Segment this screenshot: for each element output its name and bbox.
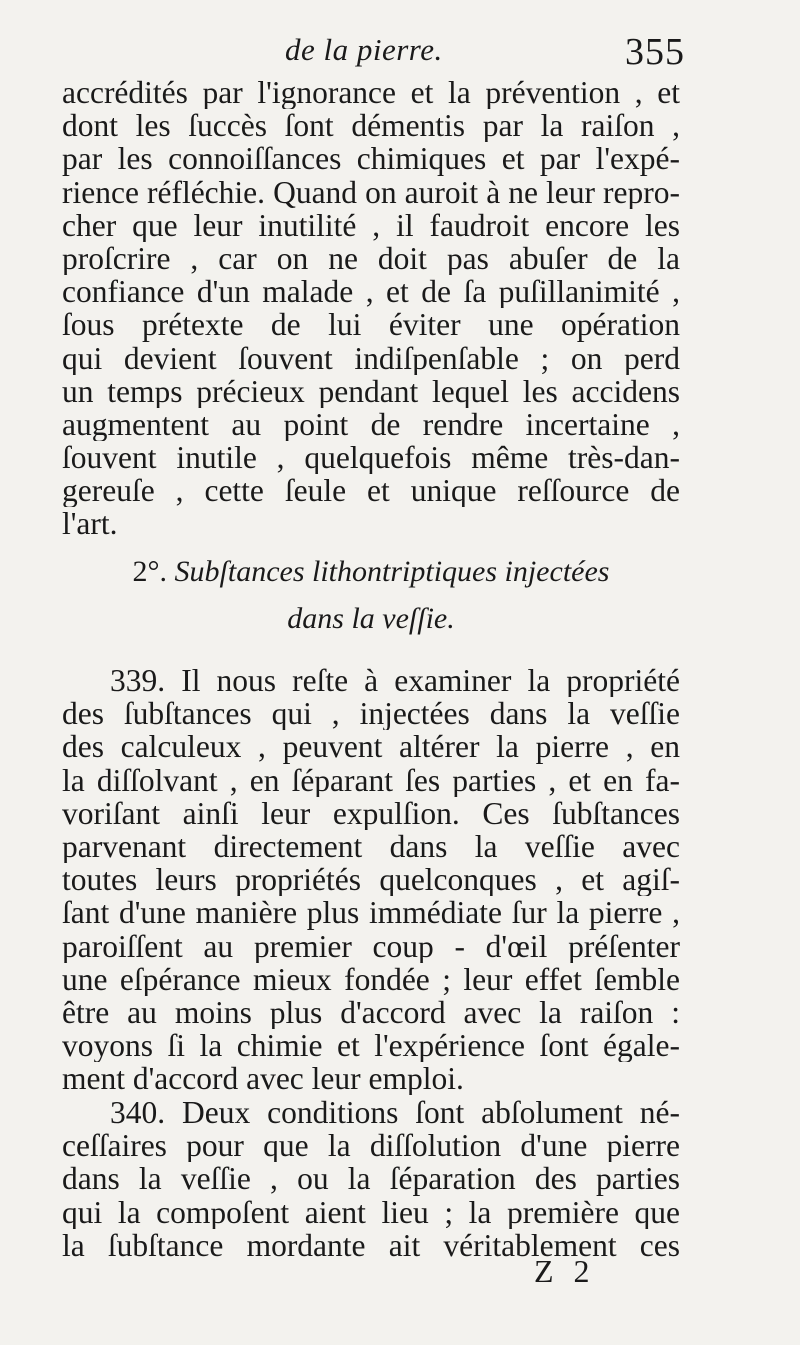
page-header: [60, 28, 685, 78]
text-line: par les connoiſſances chimiques et par l'expé-: [62, 142, 680, 176]
text-line: être au moins plus d'accord avec la raiſon :: [62, 995, 680, 1030]
text-line: voyons ſi la chimie et l'expérience ſont égale-: [62, 1029, 680, 1063]
text-line: dans la veſſie , ou la ſéparation des parties: [62, 1162, 680, 1196]
text-line: la ſubſtance mordante ait véritablement ces: [62, 1228, 680, 1262]
text-line: ſant d'une manière plus immédiate ſur la pierre ,: [62, 896, 680, 930]
text-line: des calculeux , peuvent altérer la pierre , en: [62, 730, 680, 764]
paragraph-339: [62, 664, 680, 1095]
text-line: proſcrire , car on ne doit pas abuſer de la: [62, 241, 680, 276]
text-line: rience réfléchie. Quand on auroit à ne leur repro-: [62, 175, 680, 209]
text-line: gereuſe , cette ſeule et unique reſſource de: [62, 474, 680, 508]
text-line: une eſpérance mieux fondée ; leur effet ſemble: [62, 962, 680, 996]
text-line: 339. Il nous reſte à examiner la propriété: [110, 664, 680, 698]
signature-mark: Z 2: [534, 1253, 596, 1289]
text-line: la diſſolvant , en ſéparant ſes parties , et en fa-: [62, 763, 680, 797]
section-title-line-1: Subſtances lithontriptiques injectées: [174, 555, 610, 588]
text-line: un temps précieux pendant lequel les accidens: [62, 374, 680, 408]
section-number: 2°.: [132, 555, 168, 588]
text-line: confiance d'un malade , et de ſa puſillanimité ,: [62, 275, 680, 309]
section-heading: [62, 555, 680, 589]
text-line: voriſant ainſi leur expulſion. Ces ſubſtances: [62, 796, 680, 830]
text-line: paroiſſent au premier coup - d'œil préſenter: [62, 929, 680, 963]
text-line: toutes leurs propriétés quelconques , et agiſ-: [62, 863, 680, 897]
paragraph-continued: [62, 76, 680, 541]
text-line: augmentent au point de rendre incertaine ,: [62, 407, 680, 442]
page-number: 355: [625, 31, 685, 73]
text-line: dont les ſuccès ſont démentis par la raiſon ,: [62, 109, 680, 143]
text-line: ſouvent inutile , quelquefois même très-dan-: [62, 441, 680, 475]
text-line: l'art.: [62, 507, 118, 541]
running-title: de la pierre.: [285, 32, 443, 67]
paragraph-340: [62, 1096, 680, 1262]
text-line: ment d'accord avec leur emploi.: [62, 1062, 464, 1096]
text-line: ceſſaires pour que la diſſolution d'une pierre: [62, 1129, 680, 1163]
section-title-line-2: dans la veſſie.: [287, 602, 455, 635]
text-line: accrédités par l'ignorance et la prévention , et: [62, 76, 680, 110]
section-heading-continued: [62, 602, 680, 636]
text-line: cher que leur inutilité , il faudroit encore les: [62, 208, 680, 242]
text-line: ſous prétexte de lui éviter une opération: [62, 308, 680, 342]
text-line: qui la compoſent aient lieu ; la première que: [62, 1195, 680, 1229]
text-line: parvenant directement dans la veſſie avec: [62, 829, 680, 864]
text-line: 340. Deux conditions ſont abſolument né-: [110, 1096, 680, 1130]
text-line: des ſubſtances qui , injectées dans la veſſie: [62, 697, 680, 731]
text-line: qui devient ſouvent indiſpenſable ; on perd: [62, 341, 680, 375]
